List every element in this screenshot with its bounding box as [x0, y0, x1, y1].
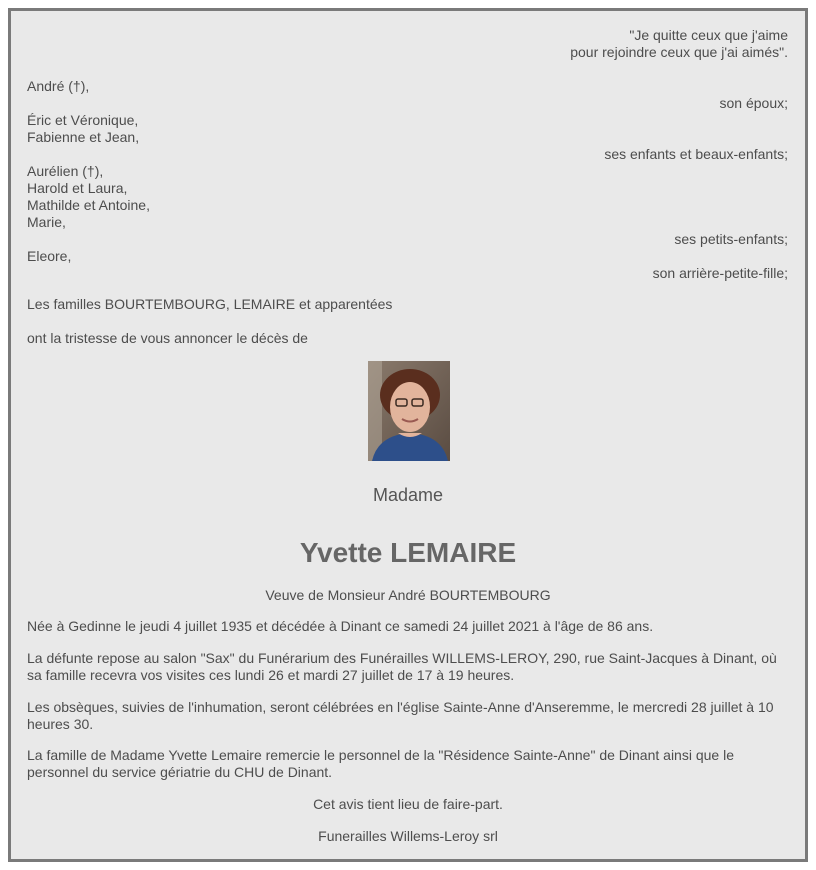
deceased-title: Madame	[372, 485, 444, 505]
child-name: Éric et Véronique,	[27, 112, 139, 128]
great-grandchild-name: Eleore,	[27, 248, 72, 264]
spouse-role: son époux;	[719, 95, 788, 111]
quote-line-2: pour rejoindre ceux que j'ai aimés".	[570, 44, 788, 60]
children-role: ses enfants et beaux-enfants;	[604, 146, 788, 162]
grandchild-name: Aurélien (†),	[27, 163, 104, 179]
thanks-paragraph: La famille de Madame Yvette Lemaire remercie le personnel de la "Résidence Sainte-Anne" de Dinant ainsi que le personnel du service gériatrie du CHU de Dinant.	[27, 747, 734, 780]
widow-of-line: Veuve de Monsieur André BOURTEMBOURG	[265, 587, 551, 603]
spouse-name: André (†),	[27, 78, 90, 94]
grandchildren-role: ses petits-enfants;	[674, 231, 788, 247]
announcement-line: ont la tristesse de vous annoncer le décès de	[27, 330, 308, 346]
quote-line-1: "Je quitte ceux que j'aime	[629, 27, 788, 43]
child-name: Fabienne et Jean,	[27, 129, 140, 145]
grandchild-name: Harold et Laura,	[27, 180, 128, 196]
undertaker-line: Funerailles Willems-Leroy srl	[318, 828, 498, 844]
obituary-card	[8, 8, 808, 862]
funeral-paragraph: Les obsèques, suivies de l'inhumation, seront célébrées en l'église Sainte-Anne d'Anseremme, le mercredi 28 juillet à 10 heures 30.	[27, 699, 774, 732]
grandchild-name: Marie,	[27, 214, 66, 230]
repose-paragraph: La défunte repose au salon "Sax" du Funérarium des Funérailles WILLEMS-LEROY, 290, rue Saint-Jacques à Dinant, où sa famille recevra vos visites ces lundi 26 et mardi 27 juillet de 17 à 19 heures.	[27, 650, 777, 683]
families-line: Les familles BOURTEMBOURG, LEMAIRE et apparentées	[27, 296, 393, 312]
portrait-image	[368, 361, 450, 461]
deceased-name: Yvette LEMAIRE	[299, 537, 517, 568]
birth-death-paragraph: Née à Gedinne le jeudi 4 juillet 1935 et décédée à Dinant ce samedi 24 juillet 2021 à l'âge de 86 ans.	[27, 618, 654, 634]
deceased-photo	[368, 361, 450, 461]
great-grandchild-role: son arrière-petite-fille;	[652, 265, 788, 281]
notice-line: Cet avis tient lieu de faire-part.	[313, 796, 503, 812]
grandchild-name: Mathilde et Antoine,	[27, 197, 150, 213]
